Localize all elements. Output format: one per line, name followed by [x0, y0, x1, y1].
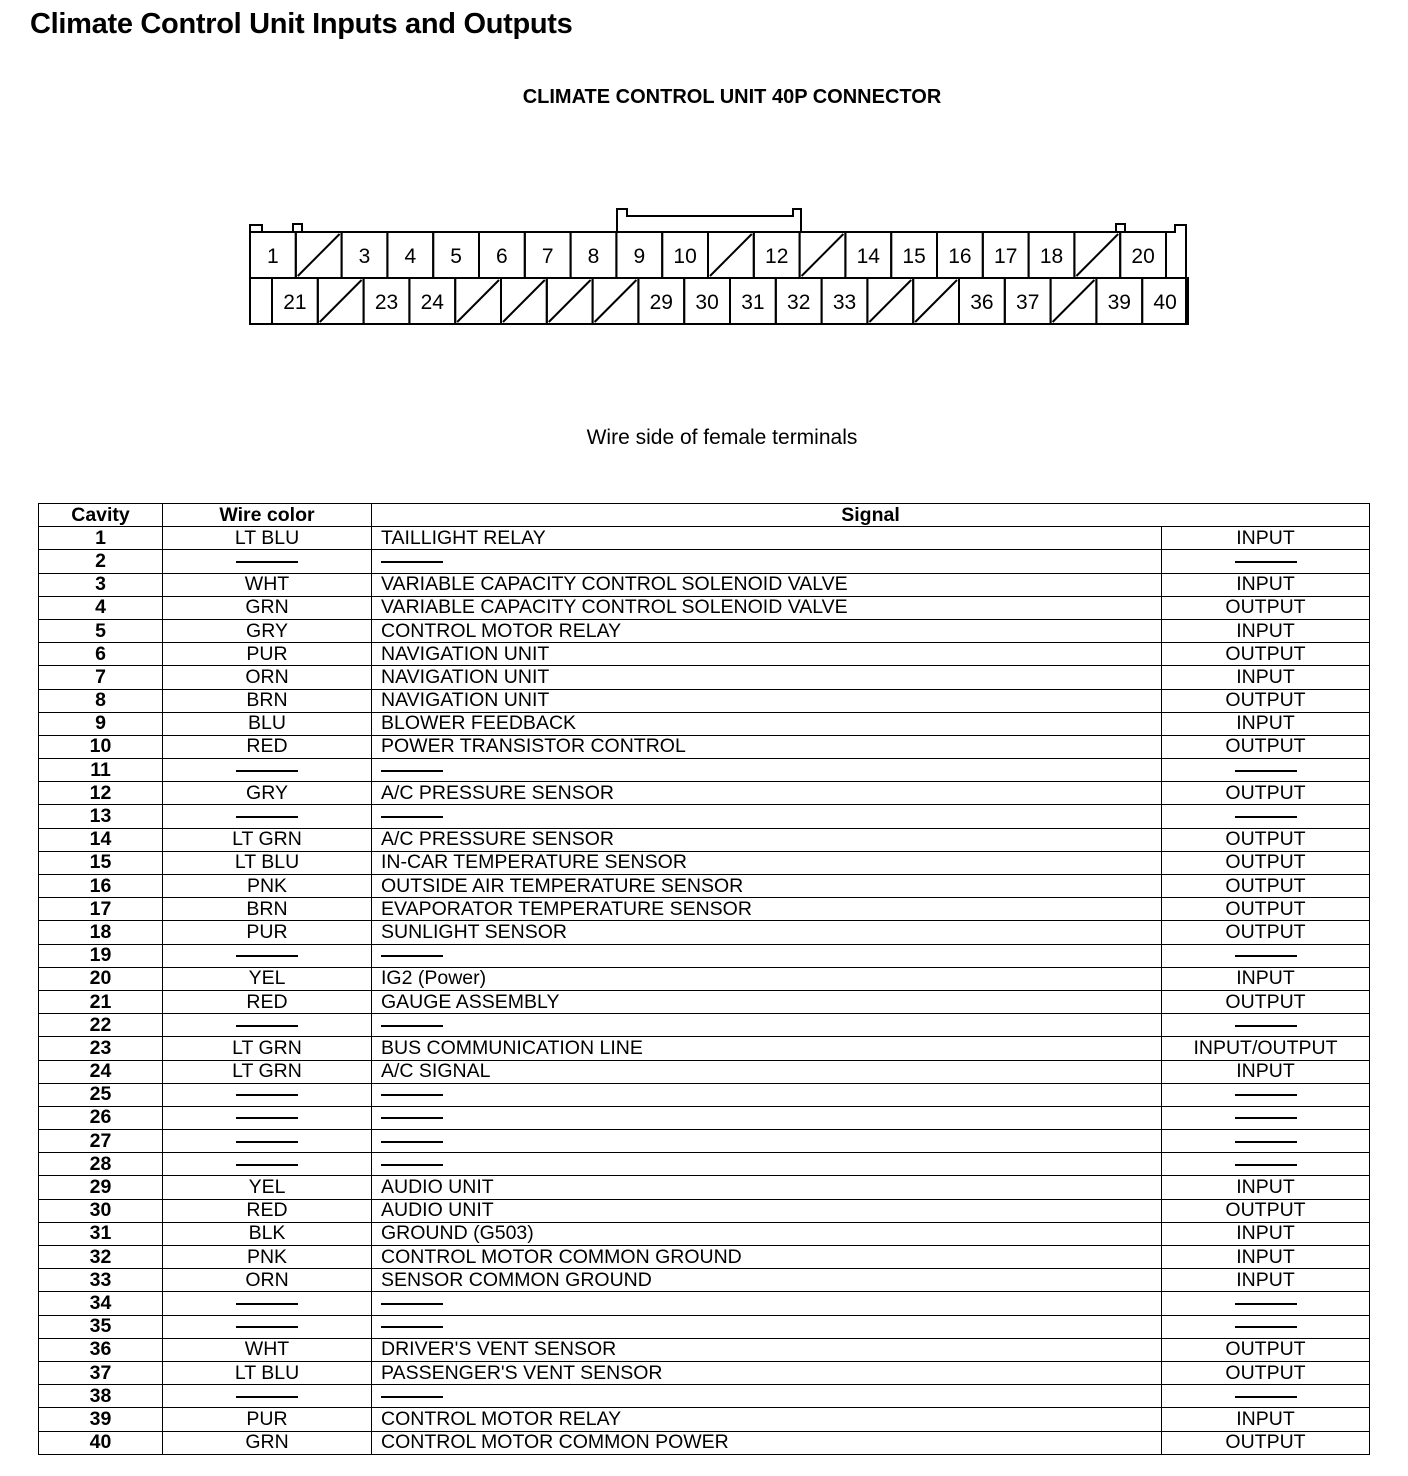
- cavity-cell: 32: [39, 1246, 163, 1269]
- signal-cell: [372, 944, 1162, 967]
- table-row: [39, 712, 1370, 735]
- table-row: [39, 990, 1370, 1013]
- cavity-cell: 40: [39, 1431, 163, 1454]
- signal-cell: A/C PRESSURE SENSOR: [372, 828, 1162, 851]
- cavity-cell: 22: [39, 1014, 163, 1037]
- direction-cell: OUTPUT: [1162, 596, 1370, 619]
- direction-cell: OUTPUT: [1162, 898, 1370, 921]
- table-row: [39, 828, 1370, 851]
- cavity-cell: 33: [39, 1269, 163, 1292]
- connector-title: CLIMATE CONTROL UNIT 40P CONNECTOR: [522, 86, 942, 108]
- empty-dash: [381, 1094, 443, 1096]
- wire-color-cell: GRN: [163, 596, 372, 619]
- direction-cell: [1162, 759, 1370, 782]
- connector-pin-label: 40: [1153, 291, 1177, 314]
- wire-color-cell: [163, 759, 372, 782]
- signal-cell: IN-CAR TEMPERATURE SENSOR: [372, 851, 1162, 874]
- direction-cell: [1162, 805, 1370, 828]
- empty-dash: [381, 1326, 443, 1328]
- direction-cell: [1162, 1385, 1370, 1408]
- signal-cell: NAVIGATION UNIT: [372, 689, 1162, 712]
- signal-cell: CONTROL MOTOR COMMON GROUND: [372, 1246, 1162, 1269]
- signal-cell: VARIABLE CAPACITY CONTROL SOLENOID VALVE: [372, 573, 1162, 596]
- connector-pin-label: 37: [1016, 291, 1040, 314]
- table-row: [39, 1385, 1370, 1408]
- direction-cell: OUTPUT: [1162, 689, 1370, 712]
- table-row: [39, 1315, 1370, 1338]
- connector-pin-label: 9: [633, 245, 646, 268]
- empty-cavity-slash: [298, 234, 340, 276]
- empty-cavity-slash: [320, 280, 362, 322]
- empty-dash: [381, 1303, 443, 1305]
- cavity-cell: 13: [39, 805, 163, 828]
- cavity-cell: 10: [39, 735, 163, 758]
- cavity-cell: 18: [39, 921, 163, 944]
- wire-color-cell: BLU: [163, 712, 372, 735]
- direction-cell: OUTPUT: [1162, 782, 1370, 805]
- signal-cell: VARIABLE CAPACITY CONTROL SOLENOID VALVE: [372, 596, 1162, 619]
- empty-dash: [1235, 1164, 1297, 1166]
- direction-cell: [1162, 1315, 1370, 1338]
- empty-cavity-slash: [1053, 280, 1095, 322]
- direction-cell: INPUT: [1162, 1246, 1370, 1269]
- wire-color-cell: RED: [163, 990, 372, 1013]
- connector-pin-label: 14: [856, 245, 880, 268]
- wire-color-cell: BRN: [163, 689, 372, 712]
- signal-cell: SENSOR COMMON GROUND: [372, 1269, 1162, 1292]
- empty-dash: [381, 955, 443, 957]
- direction-cell: INPUT/OUTPUT: [1162, 1037, 1370, 1060]
- empty-dash: [236, 1326, 298, 1328]
- direction-cell: OUTPUT: [1162, 1361, 1370, 1384]
- wire-color-cell: GRY: [163, 619, 372, 642]
- wire-color-cell: WHT: [163, 573, 372, 596]
- empty-dash: [381, 770, 443, 772]
- cavity-cell: 5: [39, 619, 163, 642]
- direction-cell: INPUT: [1162, 1408, 1370, 1431]
- signal-cell: CONTROL MOTOR RELAY: [372, 1408, 1162, 1431]
- empty-dash: [236, 1303, 298, 1305]
- empty-dash: [1235, 816, 1297, 818]
- empty-dash: [236, 1094, 298, 1096]
- signal-cell: SUNLIGHT SENSOR: [372, 921, 1162, 944]
- signal-cell: [372, 805, 1162, 828]
- empty-cavity-slash: [802, 234, 844, 276]
- wire-color-cell: GRY: [163, 782, 372, 805]
- connector-pin-label: 30: [695, 291, 719, 314]
- direction-cell: INPUT: [1162, 619, 1370, 642]
- empty-dash: [1235, 1094, 1297, 1096]
- connector-pin-label: 6: [496, 245, 508, 268]
- signal-cell: AUDIO UNIT: [372, 1199, 1162, 1222]
- cavity-cell: 29: [39, 1176, 163, 1199]
- direction-cell: INPUT: [1162, 527, 1370, 550]
- empty-dash: [236, 1117, 298, 1119]
- cavity-cell: 24: [39, 1060, 163, 1083]
- signal-cell: [372, 1385, 1162, 1408]
- connector-pin-label: 32: [787, 291, 811, 314]
- empty-cavity-slash: [503, 280, 545, 322]
- cavity-cell: 31: [39, 1222, 163, 1245]
- connector-pin-label: 16: [948, 245, 972, 268]
- direction-cell: INPUT: [1162, 573, 1370, 596]
- empty-dash: [1235, 955, 1297, 957]
- wire-color-cell: PUR: [163, 921, 372, 944]
- signal-cell: [372, 1014, 1162, 1037]
- table-row: [39, 1269, 1370, 1292]
- cavity-cell: 17: [39, 898, 163, 921]
- table-row: [39, 1037, 1370, 1060]
- empty-cavity-slash: [595, 280, 637, 322]
- signal-cell: NAVIGATION UNIT: [372, 643, 1162, 666]
- empty-dash: [236, 955, 298, 957]
- direction-cell: OUTPUT: [1162, 643, 1370, 666]
- cavity-cell: 23: [39, 1037, 163, 1060]
- connector-pin-label: 10: [673, 245, 697, 268]
- direction-cell: OUTPUT: [1162, 828, 1370, 851]
- connector-pin-label: 29: [649, 291, 673, 314]
- direction-cell: OUTPUT: [1162, 921, 1370, 944]
- wire-color-cell: ORN: [163, 666, 372, 689]
- signal-cell: [372, 1292, 1162, 1315]
- direction-cell: INPUT: [1162, 1222, 1370, 1245]
- wire-color-cell: PNK: [163, 875, 372, 898]
- connector-pin-label: 33: [832, 291, 857, 314]
- empty-dash: [1235, 1141, 1297, 1143]
- cavity-cell: 28: [39, 1153, 163, 1176]
- empty-dash: [236, 1141, 298, 1143]
- empty-dash: [1235, 1025, 1297, 1027]
- table-row: [39, 1199, 1370, 1222]
- empty-cavity-slash: [869, 280, 911, 322]
- wire-color-cell: PUR: [163, 643, 372, 666]
- empty-cavity-slash: [710, 234, 752, 276]
- cavity-cell: 36: [39, 1338, 163, 1361]
- header-wire-color: Wire color: [163, 504, 372, 527]
- signal-cell: [372, 1153, 1162, 1176]
- header-cavity: Cavity: [39, 504, 163, 527]
- direction-cell: INPUT: [1162, 1269, 1370, 1292]
- wire-color-cell: [163, 1385, 372, 1408]
- direction-cell: [1162, 944, 1370, 967]
- table-row: [39, 1292, 1370, 1315]
- direction-cell: INPUT: [1162, 666, 1370, 689]
- cavity-cell: 1: [39, 527, 163, 550]
- wire-color-cell: LT BLU: [163, 1361, 372, 1384]
- cavity-cell: 27: [39, 1130, 163, 1153]
- table-row: [39, 689, 1370, 712]
- direction-cell: OUTPUT: [1162, 735, 1370, 758]
- signal-cell: AUDIO UNIT: [372, 1176, 1162, 1199]
- cavity-cell: 21: [39, 990, 163, 1013]
- cavity-cell: 35: [39, 1315, 163, 1338]
- direction-cell: [1162, 1130, 1370, 1153]
- wire-color-cell: BRN: [163, 898, 372, 921]
- empty-dash: [1235, 1326, 1297, 1328]
- cavity-cell: 16: [39, 875, 163, 898]
- signal-cell: A/C PRESSURE SENSOR: [372, 782, 1162, 805]
- table-row: [39, 851, 1370, 874]
- wire-color-cell: GRN: [163, 1431, 372, 1454]
- connector-pin-label: 7: [541, 245, 554, 268]
- table-row: [39, 527, 1370, 550]
- table-row: [39, 759, 1370, 782]
- direction-cell: INPUT: [1162, 967, 1370, 990]
- signal-cell: BLOWER FEEDBACK: [372, 712, 1162, 735]
- wire-color-cell: LT GRN: [163, 828, 372, 851]
- wire-color-cell: [163, 1014, 372, 1037]
- table-row: [39, 1014, 1370, 1037]
- empty-dash: [381, 1025, 443, 1027]
- direction-cell: INPUT: [1162, 1176, 1370, 1199]
- empty-dash: [236, 1025, 298, 1027]
- direction-cell: [1162, 550, 1370, 573]
- direction-cell: [1162, 1014, 1370, 1037]
- wire-color-cell: BLK: [163, 1222, 372, 1245]
- empty-dash: [1235, 561, 1297, 563]
- empty-dash: [381, 1117, 443, 1119]
- cavity-cell: 15: [39, 851, 163, 874]
- empty-cavity-slash: [915, 280, 957, 322]
- cavity-cell: 3: [39, 573, 163, 596]
- direction-cell: [1162, 1292, 1370, 1315]
- connector-pin-label: 18: [1039, 245, 1064, 268]
- cavity-cell: 7: [39, 666, 163, 689]
- signal-cell: BUS COMMUNICATION LINE: [372, 1037, 1162, 1060]
- connector-caption: Wire side of female terminals: [586, 426, 858, 449]
- wire-color-cell: LT GRN: [163, 1037, 372, 1060]
- signal-cell: [372, 550, 1162, 573]
- wire-color-cell: RED: [163, 1199, 372, 1222]
- empty-dash: [236, 561, 298, 563]
- table-row: [39, 1361, 1370, 1384]
- signal-cell: [372, 1130, 1162, 1153]
- direction-cell: OUTPUT: [1162, 1338, 1370, 1361]
- cavity-cell: 34: [39, 1292, 163, 1315]
- table-row: [39, 898, 1370, 921]
- connector-pin-label: 39: [1107, 291, 1131, 314]
- table-row: [39, 1222, 1370, 1245]
- connector-pin-label: 5: [450, 245, 462, 268]
- page-title: Climate Control Unit Inputs and Outputs: [30, 8, 573, 40]
- signal-cell: POWER TRANSISTOR CONTROL: [372, 735, 1162, 758]
- table-row: [39, 1153, 1370, 1176]
- connector-pin-label: 17: [994, 245, 1018, 268]
- cavity-cell: 25: [39, 1083, 163, 1106]
- wire-color-cell: PUR: [163, 1408, 372, 1431]
- direction-cell: OUTPUT: [1162, 875, 1370, 898]
- table-row: [39, 1176, 1370, 1199]
- table-row: [39, 875, 1370, 898]
- signal-cell: CONTROL MOTOR RELAY: [372, 619, 1162, 642]
- wire-color-cell: LT BLU: [163, 851, 372, 874]
- header-signal: Signal: [372, 504, 1370, 527]
- empty-cavity-slash: [457, 280, 499, 322]
- wire-color-cell: LT BLU: [163, 527, 372, 550]
- cavity-cell: 26: [39, 1106, 163, 1129]
- connector-pin-label: 1: [267, 245, 279, 268]
- table-row: [39, 550, 1370, 573]
- connector-pin-label: 24: [420, 291, 444, 314]
- signal-cell: DRIVER'S VENT SENSOR: [372, 1338, 1162, 1361]
- table-row: [39, 1106, 1370, 1129]
- wire-color-cell: PNK: [163, 1246, 372, 1269]
- table-row: [39, 805, 1370, 828]
- cavity-cell: 9: [39, 712, 163, 735]
- empty-dash: [381, 561, 443, 563]
- direction-cell: INPUT: [1162, 712, 1370, 735]
- cavity-cell: 37: [39, 1361, 163, 1384]
- wire-color-cell: [163, 1106, 372, 1129]
- connector-diagram: [0, 0, 1408, 420]
- wire-color-cell: WHT: [163, 1338, 372, 1361]
- wire-color-cell: YEL: [163, 1176, 372, 1199]
- cavity-cell: 12: [39, 782, 163, 805]
- empty-cavity-slash: [549, 280, 591, 322]
- table-header-row: [39, 504, 1370, 527]
- table-row: [39, 1130, 1370, 1153]
- wire-color-cell: [163, 1153, 372, 1176]
- empty-dash: [236, 770, 298, 772]
- empty-dash: [381, 1164, 443, 1166]
- connector-pin-label: 36: [970, 291, 994, 314]
- table-row: [39, 573, 1370, 596]
- table-row: [39, 1338, 1370, 1361]
- signal-cell: OUTSIDE AIR TEMPERATURE SENSOR: [372, 875, 1162, 898]
- wire-color-cell: [163, 1083, 372, 1106]
- empty-dash: [236, 1164, 298, 1166]
- wire-color-cell: [163, 1292, 372, 1315]
- table-row: [39, 1408, 1370, 1431]
- cavity-cell: 39: [39, 1408, 163, 1431]
- table-row: [39, 967, 1370, 990]
- signal-cell: EVAPORATOR TEMPERATURE SENSOR: [372, 898, 1162, 921]
- direction-cell: OUTPUT: [1162, 990, 1370, 1013]
- wire-color-cell: LT GRN: [163, 1060, 372, 1083]
- table-row: [39, 1060, 1370, 1083]
- table-row: [39, 643, 1370, 666]
- direction-cell: [1162, 1083, 1370, 1106]
- cavity-cell: 4: [39, 596, 163, 619]
- empty-dash: [381, 1141, 443, 1143]
- signal-cell: [372, 1083, 1162, 1106]
- direction-cell: INPUT: [1162, 1060, 1370, 1083]
- wire-color-cell: [163, 944, 372, 967]
- empty-dash: [381, 1396, 443, 1398]
- table-row: [39, 1246, 1370, 1269]
- wire-color-cell: YEL: [163, 967, 372, 990]
- wire-color-cell: [163, 1315, 372, 1338]
- empty-cavity-slash: [1076, 234, 1118, 276]
- table-row: [39, 921, 1370, 944]
- cavity-cell: 6: [39, 643, 163, 666]
- connector-pin-label: 31: [741, 291, 765, 314]
- empty-dash: [1235, 1396, 1297, 1398]
- signal-cell: A/C SIGNAL: [372, 1060, 1162, 1083]
- direction-cell: [1162, 1106, 1370, 1129]
- cavity-cell: 8: [39, 689, 163, 712]
- connector-pin-label: 8: [587, 245, 600, 268]
- cavity-cell: 11: [39, 759, 163, 782]
- signal-cell: GROUND (G503): [372, 1222, 1162, 1245]
- cavity-cell: 14: [39, 828, 163, 851]
- connector-pin-label: 15: [902, 245, 926, 268]
- empty-dash: [236, 1396, 298, 1398]
- wire-color-cell: [163, 1130, 372, 1153]
- table-row: [39, 619, 1370, 642]
- signal-cell: [372, 759, 1162, 782]
- cavity-cell: 19: [39, 944, 163, 967]
- connector-pin-label: 12: [765, 245, 789, 268]
- empty-dash: [1235, 1117, 1297, 1119]
- signal-cell: TAILLIGHT RELAY: [372, 527, 1162, 550]
- cavity-cell: 20: [39, 967, 163, 990]
- connector-pin-label: 23: [374, 291, 399, 314]
- wire-color-cell: [163, 550, 372, 573]
- connector-pin-label: 20: [1131, 245, 1155, 268]
- cavity-cell: 2: [39, 550, 163, 573]
- connector-pin-label: 4: [404, 245, 417, 268]
- wire-color-cell: RED: [163, 735, 372, 758]
- signal-cell: IG2 (Power): [372, 967, 1162, 990]
- signal-cell: CONTROL MOTOR COMMON POWER: [372, 1431, 1162, 1454]
- pin-table: [38, 503, 1370, 1455]
- table-row: [39, 782, 1370, 805]
- direction-cell: OUTPUT: [1162, 1431, 1370, 1454]
- signal-cell: NAVIGATION UNIT: [372, 666, 1162, 689]
- cavity-cell: 38: [39, 1385, 163, 1408]
- table-row: [39, 1083, 1370, 1106]
- empty-dash: [1235, 1303, 1297, 1305]
- direction-cell: OUTPUT: [1162, 1199, 1370, 1222]
- direction-cell: OUTPUT: [1162, 851, 1370, 874]
- table-row: [39, 596, 1370, 619]
- signal-cell: [372, 1315, 1162, 1338]
- table-row: [39, 1431, 1370, 1454]
- table-row: [39, 666, 1370, 689]
- table-row: [39, 944, 1370, 967]
- empty-dash: [236, 816, 298, 818]
- signal-cell: [372, 1106, 1162, 1129]
- wire-color-cell: [163, 805, 372, 828]
- connector-pin-label: 21: [283, 291, 307, 314]
- signal-cell: GAUGE ASSEMBLY: [372, 990, 1162, 1013]
- table-row: [39, 735, 1370, 758]
- wire-color-cell: ORN: [163, 1269, 372, 1292]
- empty-dash: [381, 816, 443, 818]
- connector-pin-label: 3: [358, 245, 371, 268]
- empty-dash: [1235, 770, 1297, 772]
- cavity-cell: 30: [39, 1199, 163, 1222]
- direction-cell: [1162, 1153, 1370, 1176]
- signal-cell: PASSENGER'S VENT SENSOR: [372, 1361, 1162, 1384]
